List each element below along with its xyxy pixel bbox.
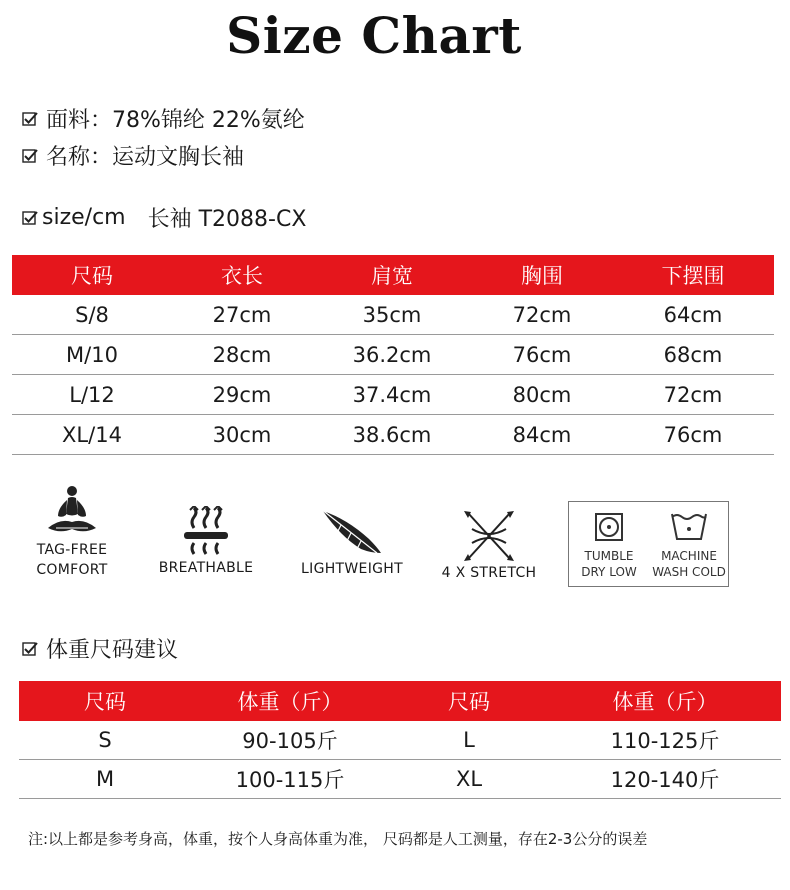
header-weight: 体重（斤） <box>549 681 781 721</box>
weight-heading: 体重尺码建议 <box>46 638 179 663</box>
tag-free-label-1: TAG-FREE <box>36 542 108 558</box>
cell: 28cm <box>172 335 312 375</box>
header-size: 尺码 <box>389 681 549 721</box>
cell: 36.2cm <box>312 335 472 375</box>
stretch-icon <box>458 509 520 563</box>
cell: 80cm <box>472 375 612 415</box>
checkbox-icon <box>22 148 38 164</box>
machine-label-2: WASH COLD <box>652 565 726 579</box>
header-chest: 胸围 <box>472 255 612 295</box>
meditation-icon <box>42 484 102 540</box>
table-row <box>19 760 781 799</box>
wash-basin-icon <box>669 512 709 542</box>
cell: XL <box>389 760 549 799</box>
cell: S <box>19 721 191 760</box>
cell: 29cm <box>172 375 312 415</box>
unit-text: size/cm <box>42 205 126 230</box>
header-weight: 体重（斤） <box>191 681 389 721</box>
cell: 110-125斤 <box>549 721 781 760</box>
lightweight-label: LIGHTWEIGHT <box>301 561 403 577</box>
table-row <box>12 295 774 335</box>
size-table <box>12 255 774 455</box>
name-line <box>22 140 244 171</box>
cell: 27cm <box>172 295 312 335</box>
cell: 72cm <box>612 375 774 415</box>
table-row <box>12 335 774 375</box>
header-size: 尺码 <box>12 255 172 295</box>
weight-heading-line <box>22 633 178 664</box>
breathable-label: BREATHABLE <box>158 560 254 576</box>
weight-table-header <box>19 681 781 721</box>
cell: 64cm <box>612 295 774 335</box>
cell: M <box>19 760 191 799</box>
machine-wash-item <box>651 512 727 580</box>
material-text: 面料：78%锦纶 22%氨纶 <box>46 108 305 133</box>
size-table-header <box>12 255 774 295</box>
header-hem: 下摆围 <box>612 255 774 295</box>
cell: M/10 <box>12 335 172 375</box>
cell: 76cm <box>612 415 774 455</box>
tumble-dry-item <box>573 512 645 580</box>
table-row <box>12 415 774 455</box>
table-row <box>19 721 781 760</box>
tumble-dry-icon <box>594 512 624 542</box>
stretch-feature <box>434 509 544 583</box>
cell: 76cm <box>472 335 612 375</box>
model-text: 长袖 T2088-CX <box>147 207 307 232</box>
page-title: Size Chart <box>226 6 522 65</box>
cell: L <box>389 721 549 760</box>
breathable-icon <box>176 506 236 558</box>
cell: 35cm <box>312 295 472 335</box>
cell: 84cm <box>472 415 612 455</box>
stretch-label: 4 X STRETCH <box>441 565 537 581</box>
cell: L/12 <box>12 375 172 415</box>
name-text: 名称：运动文胸长袖 <box>46 145 245 170</box>
cell: S/8 <box>12 295 172 335</box>
cell: 120-140斤 <box>549 760 781 799</box>
table-row <box>12 375 774 415</box>
cell: 90-105斤 <box>191 721 389 760</box>
checkbox-icon <box>22 210 38 226</box>
care-instructions-box <box>568 501 729 587</box>
cell: 30cm <box>172 415 312 455</box>
checkbox-icon <box>22 641 38 657</box>
cell: XL/14 <box>12 415 172 455</box>
header-size: 尺码 <box>19 681 191 721</box>
breathable-feature <box>150 506 262 578</box>
header-shoulder: 肩宽 <box>312 255 472 295</box>
weight-table <box>19 681 781 799</box>
feather-icon <box>317 505 387 559</box>
machine-label-1: MACHINE <box>661 549 717 563</box>
lightweight-feature <box>292 505 412 579</box>
tumble-label-1: TUMBLE <box>584 549 634 563</box>
header-length: 衣长 <box>172 255 312 295</box>
cell: 72cm <box>472 295 612 335</box>
tag-free-feature <box>22 484 122 580</box>
cell: 37.4cm <box>312 375 472 415</box>
material-line <box>22 103 305 134</box>
tumble-label-2: DRY LOW <box>581 565 637 579</box>
checkbox-icon <box>22 111 38 127</box>
cell: 100-115斤 <box>191 760 389 799</box>
cell: 68cm <box>612 335 774 375</box>
tag-free-label-2: COMFORT <box>36 562 108 578</box>
cell: 38.6cm <box>312 415 472 455</box>
unit-line <box>22 202 306 233</box>
measurement-note: 注:以上都是参考身高，体重，按个人身高体重为准， 尺码都是人工测量，存在2-3公分的误差 <box>28 830 648 848</box>
